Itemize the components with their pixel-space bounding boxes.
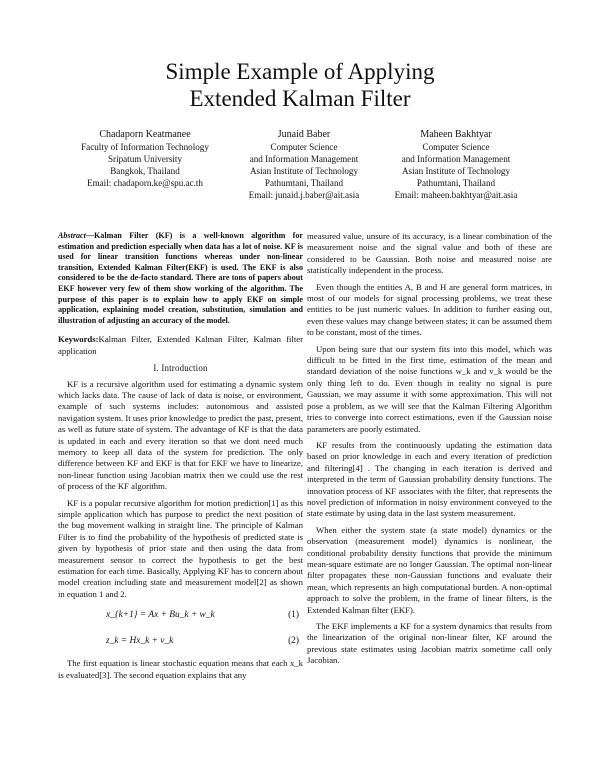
equation-expression: z_k = Hx_k + v_k xyxy=(106,636,174,647)
keywords xyxy=(58,334,303,357)
paragraph: The first equation is linear stochastic equation means that each x_k is evaluated[3]. The second equation explains that any xyxy=(58,658,303,680)
paragraph: When either the system state (a state model) dynamics or the observation (measurement model) dynamics is nonlinear, the conditional probability density functions that provide the minimum mean-square estimate are no longer Gaussian. The optimal non-linear filter propagates these non-Gaussian functions and evaluate their mean, which represents an high computational burden. A non-optimal approach to solve the problem, in the frame of linear filters, is the Extended Kalman filter (EKF). xyxy=(307,524,552,615)
author-affiliation: Faculty of Information Technology xyxy=(81,142,209,152)
equation-2 xyxy=(58,632,303,652)
author-name: Junaid Baber xyxy=(277,129,331,140)
paragraph: Upon being sure that our system fits into this model, which was difficult to be fitted in the first time, estimation of the mean and standard deviation of the noise functions w_k and v_k would be the only thing left to do. Even though in reality no signal is pure Gaussian, we may assume it with some approximation. This will not pose a problem, as we will see that the Kalman Filtering Algorithm tries to converge into correct estimations, even if the Gaussian noise parameters are poorly estimated. xyxy=(307,343,552,434)
section-heading: I. Introduction xyxy=(153,363,208,374)
author-email: Email: chadaporn.ke@spu.ac.th xyxy=(87,178,203,188)
author-block xyxy=(60,128,540,198)
abstract xyxy=(58,231,303,326)
author-3 xyxy=(371,128,541,201)
author-name: Maheen Bakhtyar xyxy=(420,129,492,140)
equation-1 xyxy=(58,606,303,626)
author-2 xyxy=(219,128,389,201)
right-column xyxy=(307,231,552,672)
author-location: Pathumtani, Thailand xyxy=(264,178,344,188)
equation-number: (1) xyxy=(288,610,299,621)
author-email: Email: maheen.bakhtyar@ait.asia xyxy=(394,190,518,200)
paragraph: KF is a popular recursive algorithm for motion prediction[1] as this simple application which has purpose to predict the next position of the bug movement walking in straight line. The principle of Kalman Filter is to find the probability of the hypothesis of predicted state is given by hypothesis of prior state and then using the data from measurement sensor to correct the hypothesis to get the best estimation for each time. Basically, Applying KF has to concern about model creation including state and measurement model[2] as shown in equation 1 and 2. xyxy=(58,497,303,599)
abstract-label: Abstract xyxy=(58,231,86,240)
author-affiliation: Asian Institute of Technology xyxy=(249,166,359,176)
author-email: Email: junaid.j.baber@ait.asia xyxy=(248,190,360,200)
paper-title xyxy=(0,58,600,112)
left-column xyxy=(58,231,303,686)
paragraph: KF is a recursive algorithm used for estimating a dynamic system which lacks data. The cause of lack of data is noise, or environment, example of such systems includes: autonomous and assisted navigation system. It uses prior knowledge to predict the past, present, as well as future state of system. The advantage of KF is that the data is updated in each and every iteration so that we dont need much memory to keep all data of the system for prediction. The only difference between KF and EKF is that for EKF we have to linearize, non-linear function using Jacobian matrix then we could use the rest of process of the KF algorithm. xyxy=(58,378,303,492)
paragraph: The EKF implements a KF for a system dynamics that results from the linearization of the original non-linear filter, KF around the previous state estimates using Jacobian matrix sometime call only Jacobian. xyxy=(307,621,552,666)
keywords-text: Kalman Filter, Extended Kalman Filter, Kalman filter application xyxy=(58,334,303,356)
title-line-1: Simple Example of Applying xyxy=(165,59,435,84)
author-affiliation: and Information Management xyxy=(249,154,359,164)
paragraph: KF results from the continuously updating the estimation data based on prior knowledge in each and every iteration of prediction and filtering[4] . The changing in each iteration is derived and interpreted in the term of Gaussian probability density functions. The innovation process of KF associates with the filter, that represents the novel prediction of information in noisy environment conveyed to the state estimate by using data in the last system measurement. xyxy=(307,439,552,519)
keywords-label: Keywords: xyxy=(58,334,99,345)
title-line-2: Extended Kalman Filter xyxy=(189,86,411,111)
paragraph: Even though the entities A, B and H are general form matrices, in most of our models for signal processing problems, we treat these entities to be just numeric values. In addition to further easing out, even these values may change between states; it can be assumed them to be constant, most of the times. xyxy=(307,281,552,338)
author-affiliation: Computer Science xyxy=(270,142,338,152)
author-1 xyxy=(60,128,230,189)
author-name: Chadaporn Keatmanee xyxy=(99,129,191,140)
author-affiliation: Sripatum University xyxy=(107,154,182,164)
author-affiliation: Computer Science xyxy=(422,142,490,152)
author-affiliation: Asian Institute of Technology xyxy=(401,166,511,176)
abstract-text: —Kalman Filter (KF) is a well-known algorithm for estimation and prediction especially when data has a lot of noise. KF is used for linear transition functions whereas under non-linear transition, Extended Kalman Filter(EKF) is used. The EKF is also considered to be the de-facto standard. There are tons of papers about EKF however very few of them show working of the algorithm. The purpose of this paper is to explain how to apply EKF on simple application, explaining model creation, substitution, simulation and illustration of adjusting an accuracy of the model. xyxy=(58,231,303,325)
equation-expression: x_{k+1} = Ax + Bu_k + w_k xyxy=(106,610,215,621)
paragraph: measured value, unsure of its accuracy, is a linear combination of the measurement noise and the signal value and both of these are considered to be Gaussian. Both noise and measured noise are statistically independent in the process. xyxy=(307,231,552,276)
author-affiliation: and Information Management xyxy=(401,154,511,164)
author-location: Pathumtani, Thailand xyxy=(416,178,496,188)
equation-number: (2) xyxy=(288,636,299,647)
author-location: Bangkok, Thailand xyxy=(110,166,180,176)
